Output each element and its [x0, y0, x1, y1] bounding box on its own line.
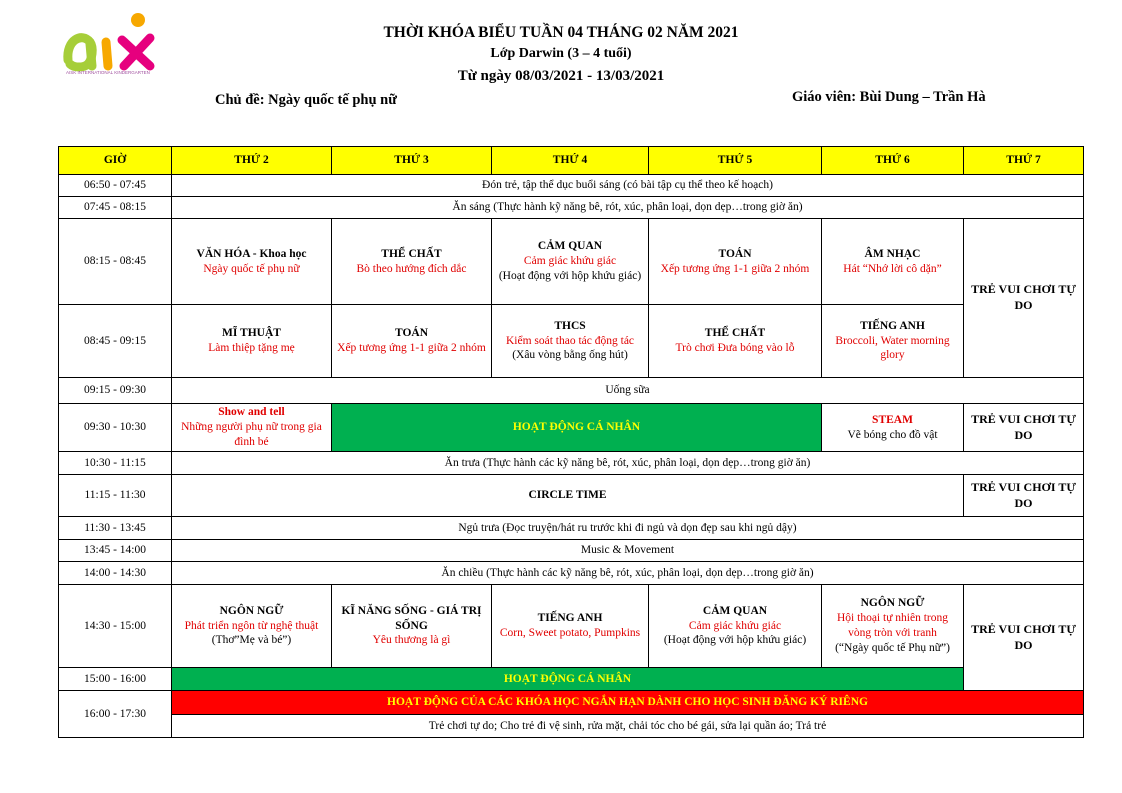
activity-cell — [822, 219, 964, 305]
theme-label: Chủ đề: Ngày quốc tế phụ nữ — [215, 92, 397, 108]
time-cell: 16:00 - 17:30 — [59, 691, 172, 738]
activity-note: (“Ngày quốc tế Phụ nữ”) — [835, 641, 950, 654]
table-row — [59, 475, 1084, 517]
activity-title: TIẾNG ANH — [860, 319, 925, 332]
activity-cell — [172, 404, 332, 452]
activity-detail: Bò theo hướng đích dắc — [356, 262, 467, 275]
activity-cell — [649, 219, 822, 305]
activity-detail: Làm thiệp tặng mẹ — [208, 342, 295, 354]
activity-detail: Broccoli, Water morning glory — [835, 334, 950, 362]
table-row — [59, 585, 1084, 668]
activity-detail: Kiểm soát thao tác động tác — [505, 334, 635, 347]
header-wednesday: THỨ 4 — [492, 147, 649, 175]
activity-cell — [649, 585, 822, 668]
activity-cell — [822, 305, 964, 378]
circle-time-cell: CIRCLE TIME — [172, 475, 964, 517]
activity-detail: Xếp tương ứng 1-1 giữa 2 nhóm — [660, 262, 810, 275]
table-row — [59, 562, 1084, 585]
header-time: GIỜ — [59, 147, 172, 175]
individual-activity-cell: HOẠT ĐỘNG CÁ NHÂN — [332, 404, 822, 452]
individual-activity-cell: HOẠT ĐỘNG CÁ NHÂN — [172, 668, 964, 691]
activity-detail: Cảm giác khứu giác — [688, 619, 782, 632]
activity-title: THỂ CHẤT — [381, 247, 442, 260]
table-row — [59, 197, 1084, 219]
activity-detail: Phát triển ngôn từ nghệ thuật — [184, 619, 319, 632]
time-cell: 10:30 - 11:15 — [59, 452, 172, 475]
header-tuesday: THỨ 3 — [332, 147, 492, 175]
activity-note: (Hoạt động với hộp khứu giác) — [498, 269, 642, 282]
activity-title: NGÔN NGỮ — [219, 604, 284, 617]
activity-title: ÂM NHẠC — [864, 247, 921, 260]
timetable — [58, 146, 1084, 738]
span-cell: Uống sữa — [172, 378, 1084, 404]
activity-note: (Thơ”Mẹ và bé”) — [211, 634, 292, 647]
span-cell: Ăn chiều (Thực hành các kỹ năng bê, rót, xúc, phân loại, dọn dẹp…trong giờ ăn) — [172, 562, 1084, 585]
time-cell: 09:30 - 10:30 — [59, 404, 172, 452]
activity-title: MĨ THUẬT — [222, 327, 281, 340]
time-cell: 09:15 - 09:30 — [59, 378, 172, 404]
span-cell: Trẻ chơi tự do; Cho trẻ đi vệ sinh, rửa mặt, chải tóc cho bé gái, sửa lại quần áo; Trả trẻ — [172, 715, 1084, 738]
activity-title: Show and tell — [218, 406, 285, 419]
table-row — [59, 540, 1084, 562]
activity-title: TOÁN — [394, 327, 429, 340]
activity-cell — [822, 585, 964, 668]
activity-cell — [172, 305, 332, 378]
activity-title: CẢM QUAN — [537, 240, 603, 253]
free-play-cell: TRẺ VUI CHƠI TỰ DO — [964, 475, 1084, 517]
activity-cell — [492, 585, 649, 668]
table-row — [59, 219, 1084, 305]
activity-cell — [332, 305, 492, 378]
header-saturday: THỨ 7 — [964, 147, 1084, 175]
activity-title: TIẾNG ANH — [537, 612, 603, 625]
time-cell: 13:45 - 14:00 — [59, 540, 172, 562]
time-cell: 14:30 - 15:00 — [59, 585, 172, 668]
date-range: Từ ngày 08/03/2021 - 13/03/2021 — [457, 68, 665, 84]
table-row — [59, 378, 1084, 404]
header-monday: THỨ 2 — [172, 147, 332, 175]
activity-detail: Xếp tương ứng 1-1 giữa 2 nhóm — [337, 342, 486, 354]
activity-cell — [492, 305, 649, 378]
activity-detail: Trò chơi Đưa bóng vào lỗ — [675, 342, 795, 354]
time-cell: 07:45 - 08:15 — [59, 197, 172, 219]
class-name: Lớp Darwin (3 – 4 tuổi) — [490, 46, 632, 61]
activity-note: (Hoạt động với hộp khứu giác) — [663, 634, 807, 647]
logo-text: AISK INTERNATIONAL KINDERGARTEN — [66, 70, 150, 75]
activity-title: THỂ CHẤT — [704, 327, 766, 340]
activity-detail: Cảm giác khứu giác — [523, 255, 617, 268]
activity-detail: Corn, Sweet potato, Pumpkins — [499, 627, 641, 639]
header-thursday: THỨ 5 — [649, 147, 822, 175]
activity-detail: Hát “Nhớ lời cô dặn” — [843, 262, 942, 275]
teachers-label: Giáo viên: Bùi Dung – Trần Hà — [792, 89, 986, 105]
activity-detail: Vẽ bóng cho đồ vật — [847, 428, 938, 441]
activity-detail: Ngày quốc tế phụ nữ — [203, 262, 300, 275]
activity-note: (Xâu vòng bằng ống hút) — [512, 349, 628, 362]
activity-cell — [332, 219, 492, 305]
span-cell: Music & Movement — [172, 540, 1084, 562]
span-cell: Ăn sáng (Thực hành kỹ năng bê, rót, xúc, phân loại, dọn dẹp…trong giờ ăn) — [172, 197, 1084, 219]
table-row — [59, 452, 1084, 475]
time-cell: 14:00 - 14:30 — [59, 562, 172, 585]
activity-title: NGÔN NGỮ — [860, 597, 925, 610]
free-play-cell: TRẺ VUI CHƠI TỰ DO — [964, 404, 1084, 452]
activity-cell — [492, 219, 649, 305]
activity-cell — [172, 585, 332, 668]
free-play-cell: TRẺ VUI CHƠI TỰ DO — [964, 585, 1084, 691]
table-row — [59, 668, 1084, 691]
table-row — [59, 691, 1084, 715]
span-cell: Đón trẻ, tập thể dục buổi sáng (có bài tập cụ thể theo kế hoạch) — [172, 175, 1084, 197]
span-cell: Ngủ trưa (Đọc truyện/hát ru trước khi đi ngủ và dọn đẹp sau khi ngủ dậy) — [172, 517, 1084, 540]
span-cell: Ăn trưa (Thực hành các kỹ năng bê, rót, xúc, phân loại, dọn dẹp…trong giờ ăn) — [172, 452, 1084, 475]
activity-title: THCS — [554, 319, 586, 332]
activity-title: VĂN HÓA - Khoa học — [196, 247, 307, 260]
activity-cell — [649, 305, 822, 378]
free-play-cell: TRẺ VUI CHƠI TỰ DO — [964, 219, 1084, 378]
activity-title: STEAM — [872, 413, 913, 426]
activity-title: TOÁN — [718, 247, 752, 260]
short-courses-cell: HOẠT ĐỘNG CỦA CÁC KHÓA HỌC NGẮN HẠN DÀNH CHO HỌC SINH ĐĂNG KÝ RIÊNG — [172, 691, 1084, 715]
header-friday: THỨ 6 — [822, 147, 964, 175]
time-cell: 08:45 - 09:15 — [59, 305, 172, 378]
time-cell: 15:00 - 16:00 — [59, 668, 172, 691]
time-cell: 06:50 - 07:45 — [59, 175, 172, 197]
table-row — [59, 517, 1084, 540]
activity-title: CẢM QUAN — [702, 604, 768, 617]
table-row — [59, 175, 1084, 197]
time-cell: 08:15 - 08:45 — [59, 219, 172, 305]
table-row — [59, 305, 1084, 378]
activity-detail: Những người phụ nữ trong gia đình bé — [181, 421, 322, 448]
activity-title: KĨ NĂNG SỐNG - GIÁ TRỊ SỐNG — [341, 604, 482, 632]
header-row — [59, 147, 1084, 175]
schedule-title: THỜI KHÓA BIỂU TUẦN 04 THÁNG 02 NĂM 2021 — [383, 24, 739, 41]
table-row — [59, 715, 1084, 738]
activity-cell — [172, 219, 332, 305]
time-cell: 11:15 - 11:30 — [59, 475, 172, 517]
activity-detail: Yêu thương là gì — [372, 634, 451, 647]
table-row — [59, 404, 1084, 452]
activity-cell — [332, 585, 492, 668]
time-cell: 11:30 - 13:45 — [59, 517, 172, 540]
activity-cell — [822, 404, 964, 452]
activity-detail: Hội thoại tự nhiên trong vòng tròn với tranh — [837, 612, 948, 639]
